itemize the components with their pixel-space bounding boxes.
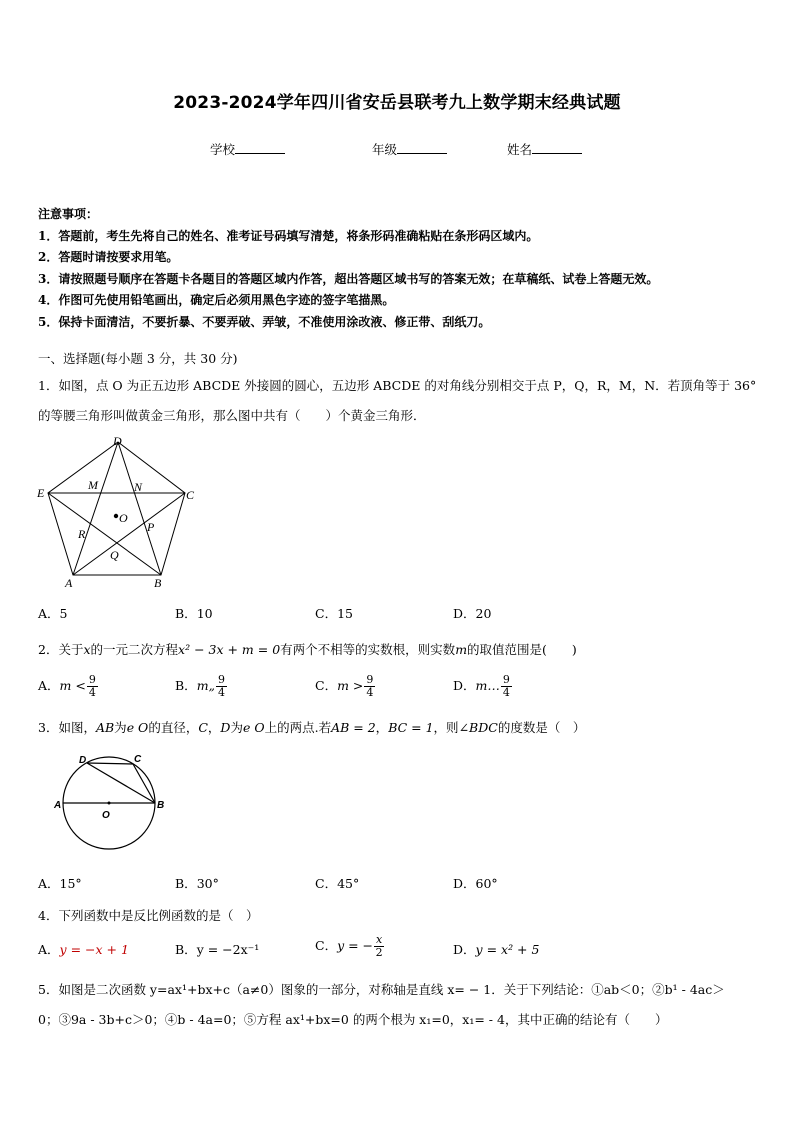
q2-stem: 2．关于x的一元二次方程x² − 3x + m = 0有两个不相等的实数根，则实数m的取值范围是( ): [38, 642, 577, 657]
diagonal-ca: [73, 493, 185, 575]
label-o: O: [119, 511, 128, 525]
center-o-point: [108, 802, 111, 805]
q1-option-c[interactable]: C．15: [315, 606, 353, 621]
chord-dc: [87, 763, 133, 764]
chord-db: [87, 763, 155, 803]
notice-heading: 注意事项：: [38, 207, 99, 221]
label-a: A: [54, 800, 62, 811]
label-n: N: [134, 480, 143, 494]
label-b: B: [154, 576, 162, 590]
label-b: B: [157, 800, 165, 811]
q2-option-c[interactable]: C．m > $\frac{9}{4}$: [315, 673, 374, 699]
label-r: R: [78, 527, 86, 541]
q3-option-d[interactable]: D．60°: [453, 876, 498, 891]
name-label: 姓名: [507, 142, 533, 157]
q2-option-b[interactable]: B．m„ $\frac{9}{4}$: [175, 673, 226, 699]
q3-option-c[interactable]: C．45°: [315, 876, 360, 891]
notice-item: 2．答题时请按要求用笔。: [38, 250, 179, 264]
label-m: M: [88, 478, 98, 492]
notice-item: 1．答题前，考生先将自己的姓名、准考证号码填写清楚，将条形码准确粘贴在条形码区域内。: [38, 228, 539, 243]
name-field: [507, 140, 582, 158]
label-p: P: [147, 520, 155, 534]
q4-option-c[interactable]: C．y = − $\frac{x}{2}$: [315, 933, 383, 959]
q1-line2: 的等腰三角形叫做黄金三角形，那么图中共有（ ）个黄金三角形．: [38, 408, 426, 423]
school-label: 学校: [210, 142, 236, 157]
label-q: Q: [110, 548, 119, 562]
page-title: 2023-2024学年四川省安岳县联考九上数学期末经典试题: [173, 93, 621, 113]
label-c: C: [186, 488, 195, 502]
q2-option-a[interactable]: A．m < $\frac{9}{4}$: [38, 673, 96, 699]
q4-option-d[interactable]: D．y = x² + 5: [453, 942, 540, 957]
q5-line1: 5．如图是二次函数 y=ax¹+bx+c（a≠0）图象的一部分，对称轴是直线 x= − 1．关于下列结论：①ab＜0；②b¹ - 4ac＞: [38, 982, 725, 997]
notice-item: 5．保持卡面清洁，不要折暴、不要弄破、弄皱，不准使用涂改液、修正带、刮纸刀。: [38, 314, 491, 329]
label-e: E: [37, 486, 45, 500]
q5-line2: 0；③9a - 3b+c＞0；④b - 4a=0；⑤方程 ax¹+bx=0 的两个根为 x₁=0，x₁= - 4，其中正确的结论有（ ）: [38, 1012, 668, 1027]
q4-option-a[interactable]: A．y = −x + 1: [38, 942, 129, 957]
grade-field: [372, 140, 447, 158]
label-o: O: [102, 810, 110, 821]
q3-option-b[interactable]: B．30°: [175, 876, 219, 891]
school-field: [210, 140, 285, 158]
q4-option-b[interactable]: B．y = −2x⁻¹: [175, 942, 260, 957]
pentagon-figure: [30, 430, 205, 590]
diagonal-db: [118, 442, 161, 575]
circle-figure: [50, 748, 170, 858]
q2-option-d[interactable]: D．m… $\frac{9}{4}$: [453, 673, 510, 699]
center-point: [114, 514, 118, 518]
notice-block: [38, 204, 658, 333]
q3-option-a[interactable]: A．15°: [38, 876, 82, 891]
q1-line1: 1．如图，点 O 为正五边形 ABCDE 外接圆的圆心，五边形 ABCDE 的对角线分别相交于点 P，Q，R，M，N．若顶角等于 36°: [38, 378, 757, 393]
label-a: A: [65, 576, 73, 590]
label-d: D: [79, 755, 87, 766]
label-c: C: [134, 754, 142, 765]
q3-stem: 3．如图，AB为e O的直径，C，D为e O上的两点.若AB = 2，BC = 1，则∠BDC的度数是（ ）: [38, 720, 586, 735]
section-heading: 一、选择题(每小题 3 分，共 30 分): [38, 351, 238, 366]
diagonal-eb: [48, 493, 161, 575]
grade-label: 年级: [372, 142, 398, 157]
label-d: D: [113, 434, 122, 448]
q1-option-a[interactable]: A．5: [38, 606, 68, 621]
q1-option-b[interactable]: B．10: [175, 606, 213, 621]
q1-option-d[interactable]: D．20: [453, 606, 492, 621]
notice-item: 3．请按照题号顺序在答题卡各题目的答题区域内作答，超出答题区域书写的答案无效；在草稿纸、试卷上答题无效。: [38, 271, 659, 286]
notice-item: 4．作图可先使用铅笔画出，确定后必须用黑色字迹的签字笔描黑。: [38, 293, 395, 307]
q4-stem: 4．下列函数中是反比例函数的是（ ）: [38, 908, 259, 923]
